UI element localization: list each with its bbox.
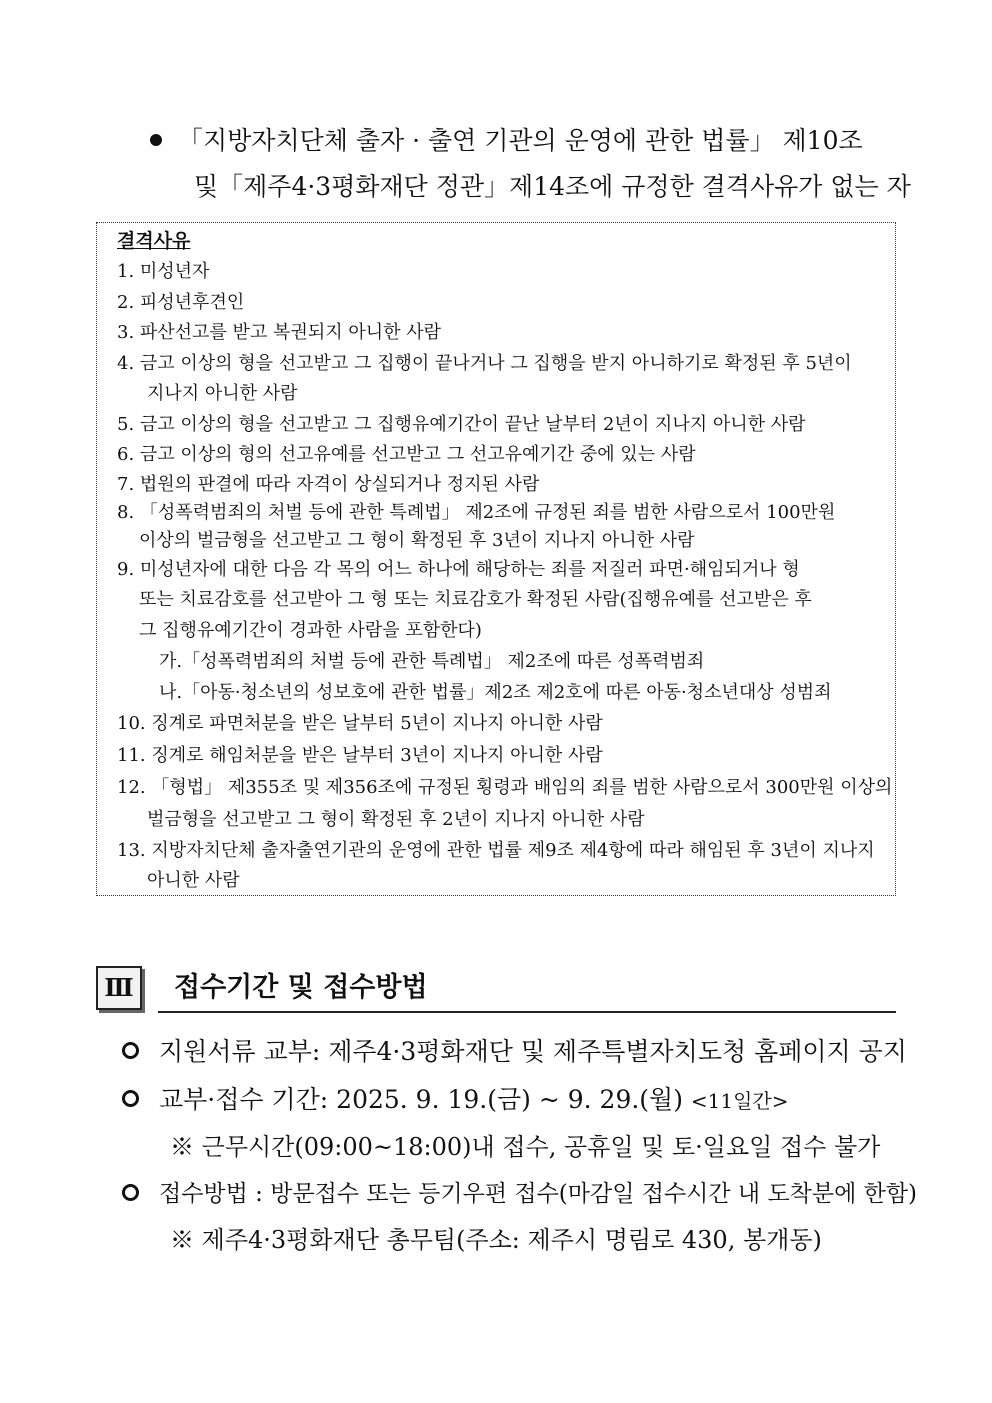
note-text: ※ 제주4·3평화재단 총무팀(주소: 제주시 명림로 430, 봉개동)	[170, 1226, 822, 1254]
procedure-item: 접수방법 : 방문접수 또는 등기우편 접수(마감일 접수시간 내 도착분에 한함)	[122, 1174, 902, 1214]
list-item: 7. 법원의 판결에 따라 자격이 상실되거나 정지된 사람	[117, 473, 540, 495]
circle-bullet-icon	[122, 1184, 139, 1201]
list-item: 11. 징계로 해임처분을 받은 날부터 3년이 지나지 아니한 사람	[117, 745, 603, 766]
note-text: ※ 근무시간(09:00~18:00)내 접수, 공휴일 및 토·일요일 접수 불가	[170, 1133, 881, 1161]
list-item: 12. 「형법」 제355조 및 제356조에 규정된 횡령과 배임의 죄를 범한 사람으로서 300만원 이상의 벌금형을 선고받고 그 형이 확정된 후 2년이 지나지 아니한 사람	[117, 777, 893, 830]
intro-line-2: 및「제주4·3평화재단 정관」제14조에 규정한 결격사유가 없는 자	[194, 172, 911, 201]
sub-item: 가.「성폭력범죄의 처벌 등에 관한 특례법」 제2조에 따른 성폭력범죄	[159, 651, 705, 672]
list-item: 8. 「성폭력범죄의 처벌 등에 관한 특례법」 제2조에 규정된 죄를 범한 사람으로서 100만원 이상의 벌금형을 선고받고 그 형이 확정된 후 3년이 지나지 아니한 사람	[117, 501, 836, 551]
disqualification-box	[96, 222, 896, 896]
list-item: 13. 지방자치단체 출자출연기관의 운영에 관한 법률 제9조 제4항에 따라 해임된 후 3년이 지나지 아니한 사람	[117, 840, 875, 891]
sub-item: 나.「아동·청소년의 성보호에 관한 법률」제2조 제2호에 따른 아동·청소년대상 성범죄	[159, 682, 832, 703]
list-item: 6. 금고 이상의 형의 선고유예를 선고받고 그 선고유예기간 중에 있는 사람	[117, 444, 696, 465]
list-item: 1. 미성년자	[117, 261, 210, 282]
section-title: 접수기간 및 접수방법	[174, 972, 428, 1003]
intro-text-1: 「지방자치단체 출자 · 출연 기관의 운영에 관한 법률」 제10조	[178, 126, 863, 155]
list-item: 9. 미성년자에 대한 다음 각 목의 어느 하나에 해당하는 죄를 저질러 파면·해임되거나 형 또는 치료감호를 선고받아 그 형 또는 치료감호가 확정된 사람(집행유예를 선고받은 후 그 집행유예기간이 경과한 사람을 포함한다)	[117, 558, 812, 641]
circle-bullet-icon	[122, 1090, 139, 1107]
section-divider	[158, 1011, 896, 1013]
list-item: 3. 파산선고를 받고 복권되지 아니한 사람	[117, 322, 441, 343]
eligibility-intro	[150, 118, 911, 210]
list-item: 4. 금고 이상의 형을 선고받고 그 집행이 끝나거나 그 집행을 받지 아니하기로 확정된 후 5년이 지나지 아니한 사람	[117, 352, 852, 404]
bullet-icon	[150, 134, 162, 146]
list-item: 10. 징계로 파면처분을 받은 날부터 5년이 지나지 아니한 사람	[117, 713, 603, 734]
section-number: Ⅲ	[96, 966, 142, 1010]
intro-line-1	[150, 118, 902, 164]
circle-bullet-icon	[122, 1042, 139, 1059]
procedure-item: 교부·접수 기간: 2025. 9. 19.(금) ~ 9. 29.(월) <11일간>	[122, 1080, 902, 1121]
procedure-item: 지원서류 교부: 제주4·3평화재단 및 제주특별자치도청 홈페이지 공지	[122, 1032, 902, 1072]
list-item: 5. 금고 이상의 형을 선고받고 그 집행유예기간이 끝난 날부터 2년이 지나지 아니한 사람	[117, 413, 806, 435]
section-header	[96, 966, 896, 1012]
list-item: 2. 피성년후견인	[117, 291, 245, 313]
disqualification-title: 결격사유	[117, 230, 191, 252]
